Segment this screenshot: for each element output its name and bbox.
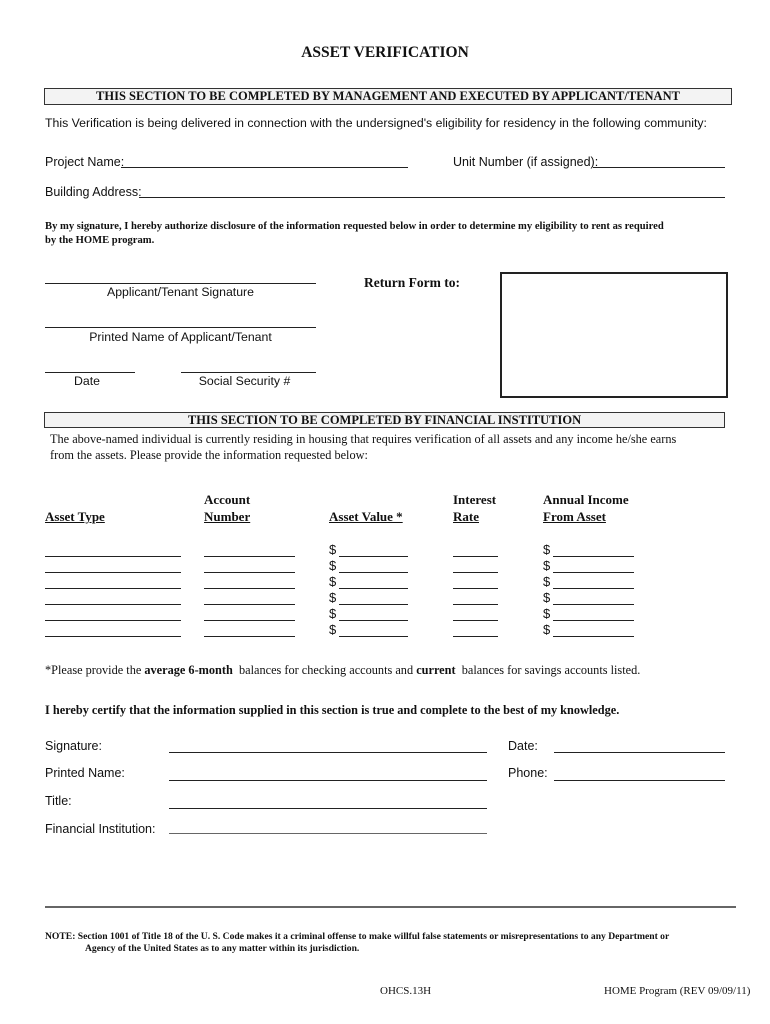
- balance-note: [45, 663, 640, 678]
- note-suffix: balances for savings accounts listed.: [455, 663, 641, 677]
- dollar-sign: $: [543, 542, 551, 557]
- fi-institution-field[interactable]: [169, 833, 487, 834]
- return-form-label: Return Form to:: [364, 275, 460, 290]
- dollar-sign: $: [329, 558, 337, 573]
- project-name-label: Project Name:: [45, 155, 125, 169]
- interest-rate-field[interactable]: [453, 572, 498, 573]
- annual-income-field[interactable]: [553, 588, 634, 589]
- applicant-date-label: Date: [74, 374, 100, 388]
- applicant-signature-field[interactable]: [45, 283, 316, 284]
- unit-number-field[interactable]: [593, 167, 725, 168]
- legal-note-line2: Agency of the United States as to any matter within its jurisdiction.: [85, 943, 360, 954]
- footer-divider: [45, 906, 736, 908]
- authorization-text-line1: By my signature, I hereby authorize disclosure of the information requested below in order to determine my eligibility to rent as required: [45, 221, 664, 232]
- col-income-line2: From Asset: [543, 509, 606, 524]
- return-address-box[interactable]: [500, 272, 728, 398]
- certify-statement: I hereby certify that the information supplied in this section is true and complete to the best of my knowledge.: [45, 703, 620, 717]
- applicant-date-field[interactable]: [45, 372, 135, 373]
- fi-institution-label: Financial Institution:: [45, 822, 156, 836]
- dollar-sign: $: [329, 590, 337, 605]
- section2-intro-line1: The above-named individual is currently residing in housing that requires verification of all assets and any income he/she earns: [50, 432, 677, 446]
- fi-signature-field[interactable]: [169, 752, 487, 753]
- note-bold-average: average 6-month: [144, 663, 233, 677]
- management-section-banner: THIS SECTION TO BE COMPLETED BY MANAGEMENT AND EXECUTED BY APPLICANT/TENANT: [44, 88, 732, 105]
- note-bold-current: current: [416, 663, 456, 677]
- asset-value-field[interactable]: [339, 572, 408, 573]
- fi-title-field[interactable]: [169, 808, 487, 809]
- asset-type-field[interactable]: [45, 620, 181, 621]
- col-asset-type: Asset Type: [45, 509, 105, 524]
- dollar-sign: $: [329, 542, 337, 557]
- account-number-field[interactable]: [204, 636, 295, 637]
- dollar-sign: $: [329, 622, 337, 637]
- fi-printed-name-field[interactable]: [169, 780, 487, 781]
- annual-income-field[interactable]: [553, 604, 634, 605]
- asset-value-field[interactable]: [339, 588, 408, 589]
- asset-value-field[interactable]: [339, 620, 408, 621]
- annual-income-field[interactable]: [553, 572, 634, 573]
- printed-name-label: Printed Name of Applicant/Tenant: [89, 330, 272, 344]
- dollar-sign: $: [543, 590, 551, 605]
- interest-rate-field[interactable]: [453, 604, 498, 605]
- page-title: ASSET VERIFICATION: [301, 44, 469, 61]
- printed-name-field[interactable]: [45, 327, 316, 328]
- project-name-field[interactable]: [121, 167, 408, 168]
- form-id: OHCS.13H: [380, 985, 432, 997]
- note-prefix: *Please provide the: [45, 663, 145, 677]
- intro-text: This Verification is being delivered in connection with the undersigned's eligibility for residency in the following community:: [45, 116, 707, 130]
- dollar-sign: $: [543, 574, 551, 589]
- col-account-line2: Number: [204, 509, 251, 524]
- asset-type-field[interactable]: [45, 588, 181, 589]
- dollar-sign: $: [543, 606, 551, 621]
- annual-income-field[interactable]: [553, 556, 634, 557]
- building-address-field[interactable]: [139, 197, 725, 198]
- dollar-sign: $: [543, 558, 551, 573]
- col-account-line1: Account: [204, 492, 251, 507]
- ssn-field[interactable]: [181, 372, 316, 373]
- asset-value-field[interactable]: [339, 604, 408, 605]
- col-asset-value: Asset Value *: [329, 509, 403, 524]
- authorization-text-line2: by the HOME program.: [45, 235, 155, 246]
- unit-number-label: Unit Number (if assigned):: [453, 155, 599, 169]
- note-middle: balances for checking accounts and: [232, 663, 417, 677]
- account-number-field[interactable]: [204, 604, 295, 605]
- dollar-sign: $: [329, 606, 337, 621]
- account-number-field[interactable]: [204, 620, 295, 621]
- fi-printed-name-label: Printed Name:: [45, 766, 125, 780]
- col-income-line1: Annual Income: [543, 492, 629, 507]
- building-address-label: Building Address:: [45, 185, 142, 199]
- fi-phone-field[interactable]: [554, 780, 725, 781]
- account-number-field[interactable]: [204, 572, 295, 573]
- col-interest-line2: Rate: [453, 509, 479, 524]
- interest-rate-field[interactable]: [453, 588, 498, 589]
- col-interest-line1: Interest: [453, 492, 497, 507]
- fi-title-label: Title:: [45, 794, 72, 808]
- account-number-field[interactable]: [204, 588, 295, 589]
- ssn-label: Social Security #: [198, 374, 291, 388]
- fi-signature-label: Signature:: [45, 739, 102, 753]
- asset-value-field[interactable]: [339, 636, 408, 637]
- asset-type-field[interactable]: [45, 636, 181, 637]
- account-number-field[interactable]: [204, 556, 295, 557]
- asset-type-field[interactable]: [45, 556, 181, 557]
- annual-income-field[interactable]: [553, 620, 634, 621]
- legal-note-line1: NOTE: Section 1001 of Title 18 of the U. S. Code makes it a criminal offense to make willful false statements or misrepresentations to any Department or: [45, 931, 670, 942]
- program-revision: HOME Program (REV 09/09/11): [604, 985, 751, 997]
- interest-rate-field[interactable]: [453, 636, 498, 637]
- asset-type-field[interactable]: [45, 572, 181, 573]
- applicant-signature-label: Applicant/Tenant Signature: [107, 285, 254, 299]
- annual-income-field[interactable]: [553, 636, 634, 637]
- asset-type-field[interactable]: [45, 604, 181, 605]
- asset-value-field[interactable]: [339, 556, 408, 557]
- financial-institution-section-banner: THIS SECTION TO BE COMPLETED BY FINANCIAL INSTITUTION: [44, 412, 725, 428]
- dollar-sign: $: [329, 574, 337, 589]
- dollar-sign: $: [543, 622, 551, 637]
- fi-phone-label: Phone:: [508, 766, 548, 780]
- section2-intro-line2: from the assets. Please provide the information requested below:: [50, 448, 368, 462]
- interest-rate-field[interactable]: [453, 556, 498, 557]
- interest-rate-field[interactable]: [453, 620, 498, 621]
- fi-date-field[interactable]: [554, 752, 725, 753]
- fi-date-label: Date:: [508, 739, 538, 753]
